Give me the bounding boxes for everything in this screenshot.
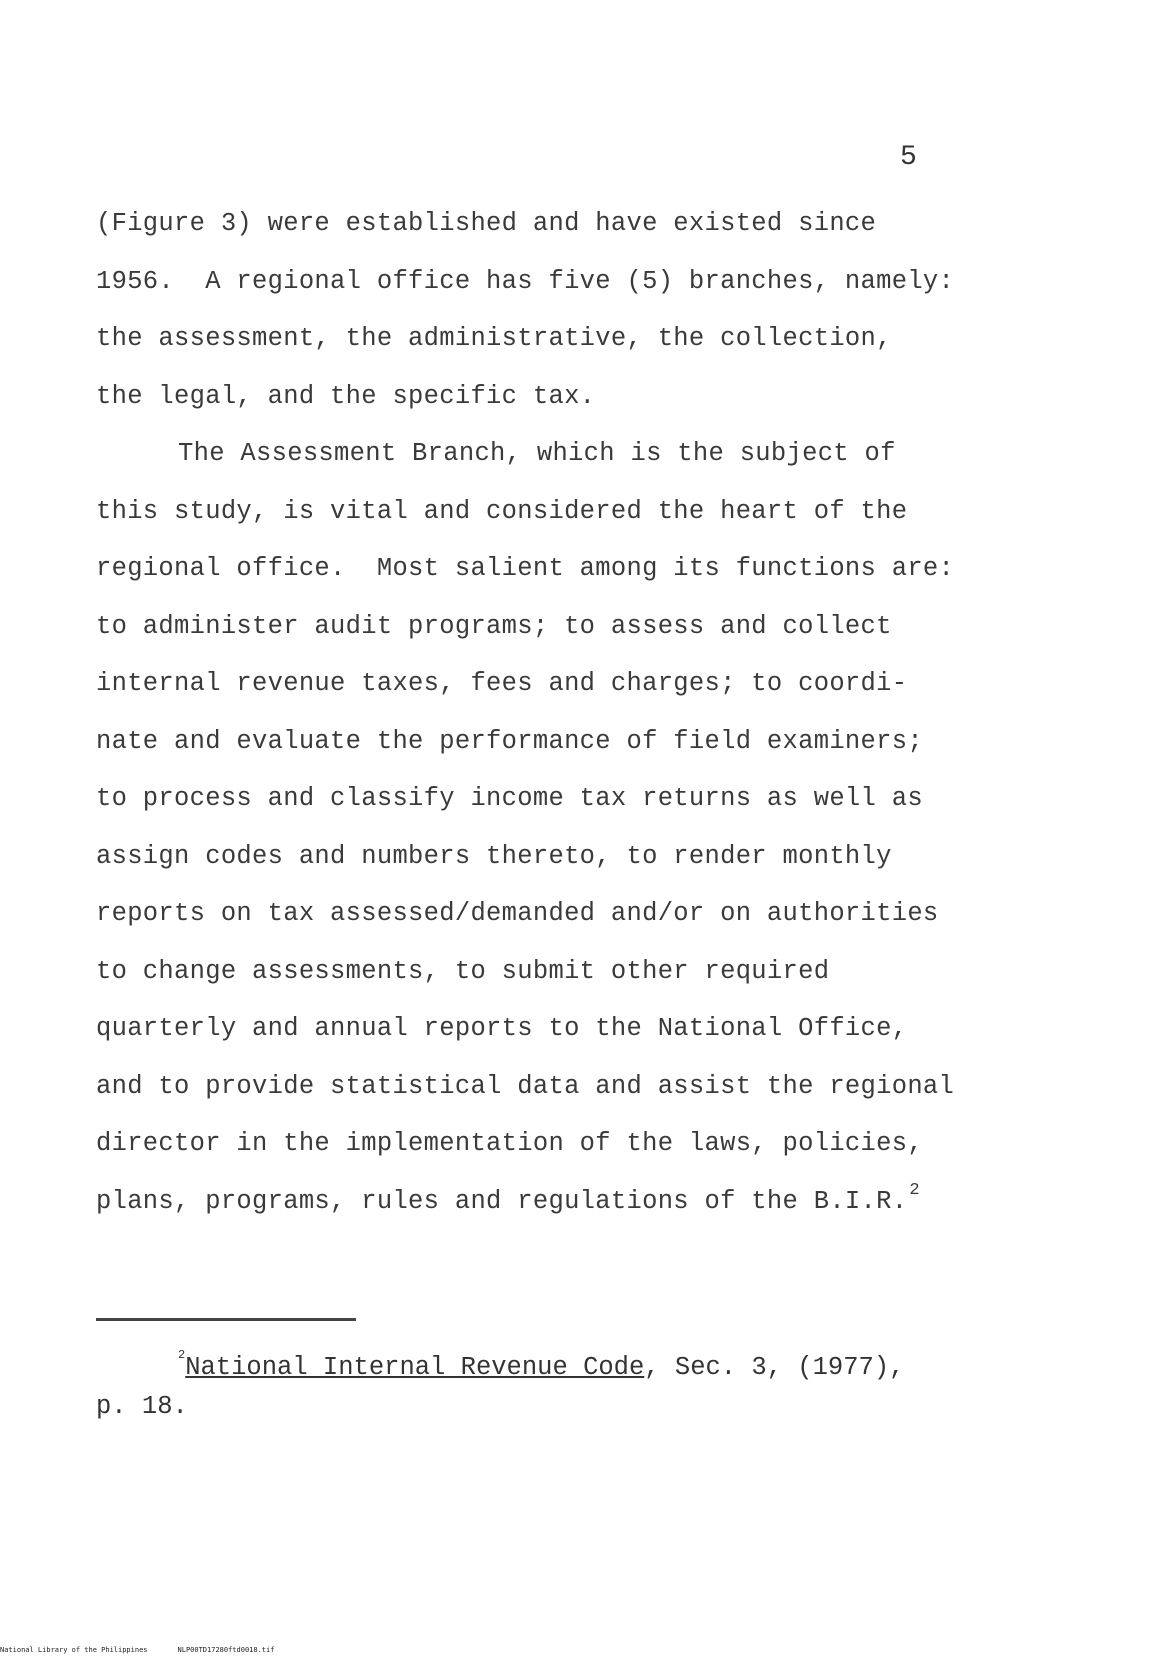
body-line: nate and evaluate the performance of field examiners; [96,726,923,756]
footnote-first-line [96,1350,996,1389]
body-line: to administer audit programs; to assess and collect [96,611,892,641]
body-line-text: plans, programs, rules and regulations of the B.I.R. [96,1186,908,1216]
footnote-reference: 2 [909,1180,920,1200]
footnote-continuation: p. 18. [96,1392,188,1421]
page-number: 5 [900,142,917,173]
body-text [96,195,996,1230]
body-line: internal revenue taxes, fees and charges; to coordi- [96,669,908,698]
body-line: regional office. Most salient among its functions are: [96,554,955,583]
body-line: (Figure 3) were established and have existed since [96,209,877,238]
body-line: quarterly and annual reports to the National Office, [96,1014,908,1043]
body-line: assign codes and numbers thereto, to render monthly [96,841,892,871]
footnote [96,1350,996,1425]
body-line: The Assessment Branch, which is the subject of [178,439,896,468]
body-line: 1956. A regional office has five (5) branches, namely: [96,266,955,296]
footer-file: NLP00TD17280ftd0018.tif [177,1646,275,1654]
footnote-number: 2 [178,1348,186,1362]
body-line-last [96,1173,996,1231]
body-line: the assessment, the administrative, the collection, [96,324,892,353]
body-line: reports on tax assessed/demanded and/or on authorities [96,899,939,928]
scan-footer [0,1646,304,1654]
footer-source: National Library of the Philippines [0,1646,148,1654]
footnote-divider [96,1318,356,1321]
body-line: director in the implementation of the laws, policies, [96,1129,923,1158]
body-line: to process and classify income tax returns as well as [96,784,923,813]
body-line: and to provide statistical data and assist the regional [96,1071,955,1101]
footnote-title: National Internal Revenue Code [185,1353,645,1382]
body-line: the legal, and the specific tax. [96,381,596,411]
body-line: to change assessments, to submit other required [96,956,830,986]
footnote-citation: , Sec. 3, (1977), [644,1353,905,1382]
body-line: this study, is vital and considered the heart of the [96,496,908,526]
